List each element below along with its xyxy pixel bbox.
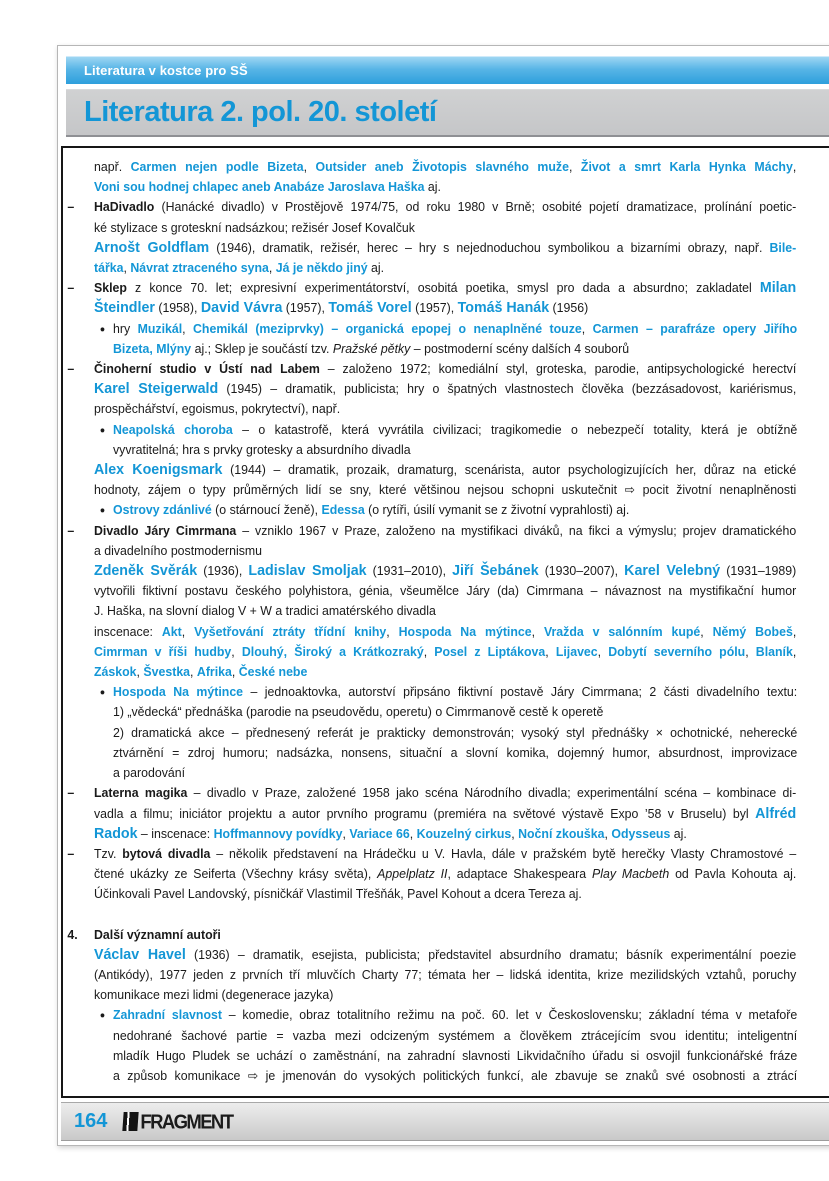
footer-bar (61, 1102, 829, 1141)
text-segment: , (190, 664, 197, 680)
text-segment: čtené ukázky ze Seiferta (Všechny krásy světa), (94, 866, 378, 882)
text-segment: – postmoderní scény dalších 4 souborů (410, 340, 630, 356)
text-line (113, 339, 797, 359)
text-segment: vyvratitelná; hra s prvky grotesky a absurdního divadla (113, 441, 411, 457)
author-name: Václav Havel (94, 945, 186, 963)
text-segment: , (604, 825, 612, 841)
work-title: Blaník (755, 643, 793, 659)
work-title: Noční zkouška (518, 825, 605, 841)
work-title: Vyšetřování ztráty třídní knihy (194, 623, 387, 639)
work-title: Záskok (94, 664, 137, 680)
text-segment: , (342, 825, 350, 841)
text-line (94, 298, 796, 318)
text-segment: , (545, 643, 556, 659)
text-line (94, 258, 796, 278)
text-segment: (Antikódy), 1977 jeden z prvních tří mluvčích Charty 77; témata her – lidská identita, krize mezilidských vztahů, poruchy (94, 966, 797, 982)
bullet-icon: ● (99, 323, 106, 335)
text-segment: bytová divadla (122, 845, 211, 861)
work-title: tářka (94, 260, 124, 276)
work-title: Lijavec (555, 643, 598, 659)
page-title: Literatura 2. pol. 20. století (84, 96, 437, 128)
text-line (94, 157, 796, 177)
text-line (67, 197, 797, 217)
text-line (94, 379, 796, 399)
text-line (113, 702, 797, 722)
text-segment: HaDivadlo (94, 199, 155, 215)
text-line (94, 965, 796, 985)
text-segment: , (386, 623, 399, 639)
text-segment: – založeno 1972; komediální styl, groteska, parodie, antipsychologické herectví (319, 361, 797, 377)
text-segment: (1958), (154, 300, 201, 316)
work-title: Muzikál (137, 320, 183, 336)
work-title: Voni sou hodnej chlapec aneb Anabáze Jaroslava Haška (94, 179, 425, 195)
text-segment: (1936), (197, 563, 249, 579)
text-segment: (1946), dramatik, režisér, herec – hry s nejednoduchou symbolikou a bizarními obrazy, např. (209, 239, 770, 255)
publisher-logo-icon (123, 1112, 139, 1131)
work-title: Bizeta, Mlýny (113, 340, 192, 356)
text-segment: Činoherní studio v Ústí nad Labem (94, 361, 320, 377)
text-line (67, 783, 797, 803)
author-name: Alex Koenigsmark (94, 461, 223, 479)
text-line (94, 480, 796, 500)
text-line (94, 662, 796, 682)
bullet-icon: ● (99, 424, 106, 436)
work-title: Chemikál (meziprvky) – organická epopej o nenaplněné touze (193, 320, 582, 336)
work-title: Cimrman v říši hudby (94, 643, 232, 659)
work-title: Kouzelný cirkus (416, 825, 512, 841)
text-line (67, 844, 797, 864)
text-segment: – divadlo v Praze, založené 1958 jako scéna Národního divadla; experimentální scéna – kombinace di- (187, 785, 797, 801)
text-segment: – vzniklo 1967 v Praze, založeno na mystifikaci diváků, na fikci a výmyslu; projev dramatického (236, 522, 797, 538)
text-segment: , (792, 643, 797, 659)
text-segment: – několik představení na Hrádečku u V. Havla, dále v pražském bytě herečky Vlasty Chramostové – (210, 845, 797, 861)
text-line (94, 864, 796, 884)
text-line (94, 218, 796, 238)
author-name: David Vávra (200, 299, 283, 317)
item-number: 4. (67, 926, 78, 942)
text-segment: J. Haška, na slovní dialog V + W a tradici amatérského divadla (94, 603, 436, 619)
dash-marker: – (67, 280, 75, 296)
text-segment: – o katastrofě, která vyvrátila civilizaci; tragikomedie o nebezpečí totality, která je obtížně (232, 421, 798, 437)
work-title: Afrika (196, 664, 232, 680)
text-segment: nedohrané šachové partie = vazba mezi odcizeným systémem a člověkem ztrácejícím svou identitu; inteligentní (113, 1027, 798, 1043)
work-title: Outsider aneb Životopis slavného muže (315, 159, 569, 174)
text-segment: (o stárnoucí ženě), (211, 502, 322, 518)
work-title: Hospoda Na mýtince (398, 623, 532, 639)
text-segment: hodnoty, zájem o typy průměrných lidí se sny, které většinou nejsou schopni uskutečnit ⇨ pocit životní nenaplněnosti (94, 482, 797, 498)
work-title: Carmen nejen podle Bizeta (130, 159, 304, 174)
publisher-logo (123, 1111, 232, 1133)
work-title: Švestka (143, 664, 191, 680)
work-title: Edessa (321, 502, 365, 518)
text-segment: (1945) – dramatik, publicista; hry o špatných vlastnostech člověka (bezzásadovost, kariérismus, (218, 381, 797, 397)
text-line (113, 440, 797, 460)
text-segment: (1931–2010), (366, 563, 453, 579)
text-line (99, 500, 797, 520)
author-name: Ladislav Smoljak (248, 562, 367, 580)
work-title: Posel z Liptákova (434, 643, 546, 659)
bullet-icon: ● (99, 505, 106, 517)
text-segment: , (511, 825, 519, 841)
text-segment: Další významní autoři (94, 926, 221, 942)
text-segment: Laterna magika (94, 785, 188, 801)
work-title: Vražda v salónním kupé (543, 623, 701, 639)
text-segment: aj. (670, 825, 687, 841)
series-header-bar (66, 56, 829, 84)
work-title: Variace 66 (349, 825, 410, 841)
text-segment: 1) „vědecká“ přednáška (parodie na pseudovědu, operetu) o Cimrmanově cestě k operetě (113, 704, 604, 720)
text-line (94, 945, 796, 965)
content-text (63, 148, 829, 1086)
author-name: Tomáš Hanák (457, 299, 550, 317)
content-frame (61, 146, 829, 1098)
text-line (113, 763, 797, 783)
text-line (67, 359, 797, 379)
text-segment: prospěchářství, egoismus, pokrytectví), např. (94, 401, 341, 417)
text-segment: – jednoaktovka, autorství připsáno fiktivní postavě Járy Cimrmana; 2 části divadelního textu: (243, 684, 798, 700)
text-line (94, 399, 796, 419)
work-title: Neapolská choroba (113, 421, 233, 437)
text-line (94, 824, 796, 844)
text-segment: vytvořili fiktivní postavu českého polyhistora, génia, všeumělce Járy (da) Cimrmana – návaznost na mystifikační humor (94, 583, 797, 599)
text-segment: , (268, 260, 276, 276)
dash-marker: – (67, 522, 75, 538)
text-segment: , (700, 623, 713, 639)
text-segment: , (581, 320, 593, 336)
text-segment: – komedie, obraz totalitního režimu na poč. 60. let v Československu; základní téma v metafoře (221, 1007, 798, 1023)
text-segment: od Pavla Kohouta aj. (669, 866, 797, 882)
work-title: Hospoda Na mýtince (113, 684, 244, 700)
text-segment: Appelplatz II (377, 866, 448, 882)
work-title: Bile- (769, 239, 797, 255)
text-segment: Tzv. (94, 845, 123, 861)
text-line (113, 1046, 797, 1066)
author-name: Zdeněk Svěrák (94, 562, 198, 580)
text-segment: aj. (424, 179, 441, 195)
text-line (99, 682, 798, 702)
text-segment: ztvárnění = zdroj humoru; nadsázka, nonsens, situační a slovní komika, dojemný humor, absurdnost, improvizace (113, 744, 798, 760)
text-segment: (Hanácké divadlo) v Prostějově 1974/75, od roku 1980 v Brně; osobité pojetí dramatizace, prolínání poetic- (154, 199, 797, 215)
chapter-title-bar (66, 89, 829, 137)
text-segment: (1956) (549, 300, 589, 316)
text-segment: Sklep (94, 280, 127, 296)
text-segment: Účinkovali Pavel Landovský, písničkář Vlastimil Třešňák, Pavel Kohout a dcera Tereza aj. (94, 886, 582, 902)
dash-marker: – (67, 785, 75, 801)
text-line (67, 925, 796, 945)
text-segment: aj.; Sklep je součástí tzv. (191, 340, 333, 356)
work-title: Němý Bobeš (712, 623, 793, 639)
text-segment: Divadlo Járy Cimrmana (94, 522, 237, 538)
work-title: Návrat ztraceného syna (130, 260, 269, 276)
text-segment: hry (113, 320, 138, 336)
text-segment: komunikace mezi lidmi (degenerace jazyka) (94, 987, 334, 1003)
text-segment: (1957), (282, 300, 329, 316)
text-line (94, 541, 796, 561)
work-title: Odysseus (611, 825, 671, 841)
text-line (113, 723, 797, 743)
publisher-logo-text: FRAGMENT (140, 1109, 233, 1133)
work-title: Dobytí severního pólu (608, 643, 746, 659)
text-segment: , (303, 159, 316, 174)
text-line (94, 561, 796, 581)
text-segment: (1936) – dramatik, esejista, publicista; představitel absurdního dramatu; básník experimentální poezie (185, 946, 797, 962)
blank-line (94, 905, 796, 925)
text-segment: a divadelního postmodernismu (94, 542, 263, 558)
work-title: Zahradní slavnost (113, 1007, 222, 1023)
text-segment: (1944) – dramatik, prozaik, dramaturg, scenárista, autor psychologizujících her, důraz na etické (222, 462, 797, 478)
text-line (99, 1005, 798, 1025)
text-segment: , (182, 320, 194, 336)
text-segment: Play Macbeth (592, 866, 670, 882)
dash-marker: – (67, 845, 75, 861)
text-segment: např. (94, 159, 131, 174)
text-line (94, 460, 796, 480)
author-name: Šteindler (94, 299, 155, 317)
text-line (94, 238, 796, 258)
text-segment: (1957), (411, 300, 458, 316)
text-segment: – inscenace: (137, 825, 214, 841)
author-name: Radok (94, 824, 138, 842)
text-segment: , (123, 260, 131, 276)
text-segment: 2) dramatická akce – přednesený referát je prakticky demonstrován; vysoký styl přednášky × ochotnické, neherecké (113, 724, 798, 740)
text-line (67, 521, 797, 541)
dash-marker: – (67, 361, 75, 377)
text-line (113, 1026, 797, 1046)
text-segment: inscenace: (94, 623, 162, 639)
author-name: Alfréd (755, 804, 797, 822)
text-segment: , (136, 664, 144, 680)
work-title: České nebe (238, 664, 308, 680)
work-title: Hoffmannovy povídky (213, 825, 343, 841)
text-segment: z konce 70. let; expresivní experimentátorství, osobitá poetika, smysl pro dada a absurdno; zakladatel (126, 280, 760, 296)
text-segment: (1930–2007), (538, 563, 625, 579)
text-line (94, 601, 796, 621)
text-line (99, 319, 798, 339)
work-title: Dlouhý, Široký a Krátkozraký (241, 643, 424, 659)
work-title: Akt (161, 623, 182, 639)
work-title: Já je někdo jiný (275, 260, 368, 276)
text-segment: ké stylizace s groteskní nadsázkou; režisér Josef Kovalčuk (94, 219, 415, 235)
work-title: Ostrovy zdánlivé (113, 502, 212, 518)
book-page (57, 45, 829, 1146)
dash-marker: – (67, 199, 75, 215)
text-segment: , (792, 623, 797, 639)
text-segment: (1931–1989) (720, 563, 797, 579)
text-line (94, 642, 796, 662)
text-line (67, 278, 797, 298)
text-segment: Pražské pětky (332, 340, 411, 356)
author-name: Jiří Šebánek (452, 562, 539, 580)
text-line (94, 581, 796, 601)
text-line (99, 420, 798, 440)
text-segment: , (568, 159, 581, 174)
text-segment: , (745, 643, 756, 659)
author-name: Karel Steigerwald (94, 380, 219, 398)
page-number: 164 (74, 1110, 108, 1132)
series-title: Literatura v kostce pro SŠ (84, 63, 248, 78)
text-segment: , (231, 664, 239, 680)
text-segment: , (792, 159, 797, 174)
work-title: Carmen – parafráze opery Jiřího (592, 320, 798, 336)
text-line (94, 804, 796, 824)
author-name: Milan (759, 279, 797, 297)
text-segment: , (181, 623, 195, 639)
work-title: Život a smrt Karla Hynka Máchy (580, 159, 793, 174)
text-segment: (o rytíři, úsilí vymanit se z životní vyprahlosti) aj. (364, 502, 630, 518)
text-line (113, 1066, 797, 1086)
text-line (94, 622, 796, 642)
text-line (94, 884, 796, 904)
text-segment: , (531, 623, 544, 639)
text-segment: , (231, 643, 242, 659)
text-line (113, 743, 797, 763)
text-segment: , (409, 825, 417, 841)
text-segment: , (423, 643, 435, 659)
text-line (94, 985, 796, 1005)
text-segment: a parodování (113, 765, 186, 781)
author-name: Karel Velebný (624, 562, 721, 580)
text-line (94, 177, 796, 197)
text-segment: vadla a filmu; iniciátor projektu a autor prvního programu (premiéra na světové výstavě Expo ’58 v Bruselu) byl (94, 805, 756, 821)
text-segment: , adaptace Shakespeara (447, 866, 593, 882)
author-name: Tomáš Vorel (328, 299, 412, 317)
author-name: Arnošt Goldflam (94, 238, 210, 256)
bullet-icon: ● (99, 687, 106, 699)
text-segment: mladík Hugo Pludek se uchází o zaměstnání, na zahradní slavnosti Likvidačního úřadu si osvojil funkcionářské fráze (113, 1047, 798, 1063)
bullet-icon: ● (99, 1010, 106, 1022)
text-segment: , (597, 643, 609, 659)
text-segment: aj. (367, 260, 385, 276)
text-segment: a způsob komunikace ⇨ je jmenován do vysokých politických funkcí, ale zbavuje se znaků své osobnosti a ztrácí (113, 1067, 798, 1083)
